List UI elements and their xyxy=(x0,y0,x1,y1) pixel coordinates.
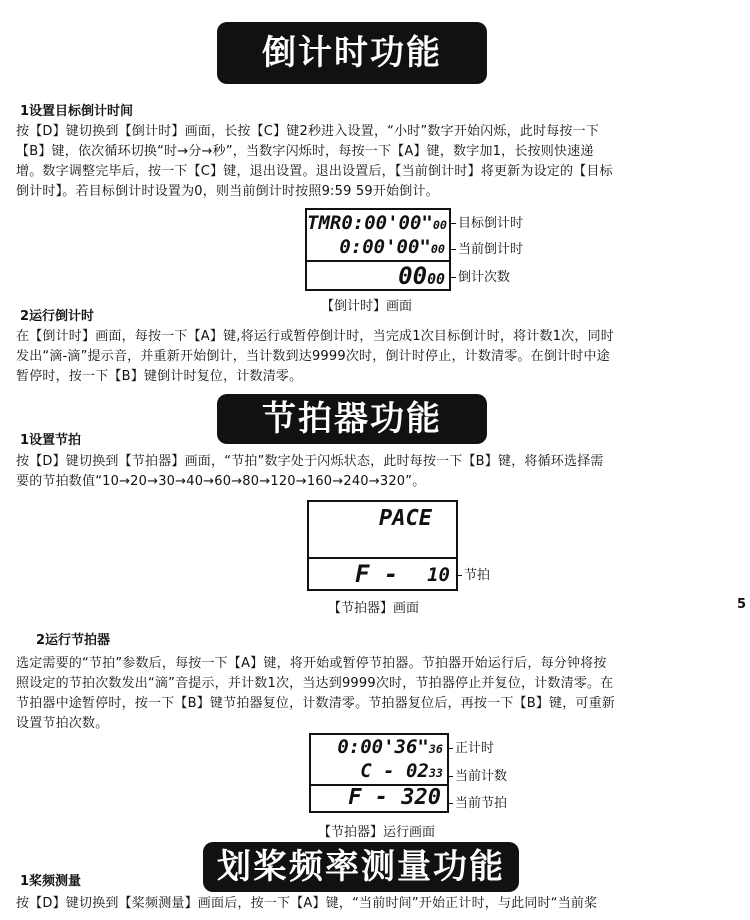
countdown-subheading-1: 1设置目标倒计时间 xyxy=(20,104,134,119)
text-line: 设置节拍次数。 xyxy=(16,716,109,731)
label-target-countdown: 目标倒计时 xyxy=(451,212,523,231)
countdown-caption: 【倒计时】画面 xyxy=(321,299,413,314)
label-current-countdown: 当前倒计时 xyxy=(451,238,523,257)
lcd-run-timer-main: 0:00'36" xyxy=(337,736,429,758)
metronome-paragraph-2 xyxy=(16,654,748,734)
text-line: 按【D】键切换到【桨频测量】画面后，按一下【A】键，“当前时间”开始正计时，与此同时“当前桨 xyxy=(16,896,598,911)
metronome-subheading-1: 1设置节拍 xyxy=(20,433,82,448)
metronome-lcd-display xyxy=(307,500,458,591)
lcd-run-row-count xyxy=(311,760,443,782)
metronome-paragraph-1 xyxy=(16,452,748,492)
lcd-row-target xyxy=(307,212,448,234)
text-line: 选定需要的“节拍”参数后，每按一下【A】键，将开始或暂停节拍器。节拍器开始运行后，每分钟将按 xyxy=(16,656,607,671)
text-line: 按【D】键切换到【节拍器】画面，“节拍”数字处于闪烁状态，此时每按一下【B】键，将循环选择需 xyxy=(16,454,604,469)
metronome-subheading-2: 2运行节拍器 xyxy=(36,633,111,648)
label-current-beat: 当前节拍 xyxy=(448,792,507,811)
text-line: 在【倒计时】画面，每按一下【A】键,将运行或暂停倒计时，当完成1次目标倒计时，将计数1次，同时 xyxy=(16,329,614,344)
label-current-count: 当前计数 xyxy=(448,765,507,784)
label-beat: 节拍 xyxy=(457,564,490,583)
lcd-beat-value: 10 xyxy=(427,564,450,586)
stroke-rate-title-banner: 划桨频率测量功能 xyxy=(203,842,519,892)
countdown-paragraph-1 xyxy=(16,122,748,202)
label-elapsed-timer: 正计时 xyxy=(448,737,494,756)
countdown-title-banner: 倒计时功能 xyxy=(217,22,487,84)
stroke-subheading-1: 1桨频测量 xyxy=(20,874,82,889)
lcd-run-count-main: C - 02 xyxy=(360,760,429,782)
lcd-run-row-beat xyxy=(311,785,441,810)
lcd-run-row-timer xyxy=(311,736,443,758)
countdown-lcd-display xyxy=(305,208,451,291)
lcd-target-main: TMR0:00'00" xyxy=(307,212,433,234)
lcd-count-small: 00 xyxy=(427,270,445,288)
text-line: 暂停时，按一下【B】键倒计时复位，计数清零。 xyxy=(16,369,303,384)
text-line: 照设定的节拍次数发出“滴”音提示，并计数1次，当达到9999次时，节拍器停止并复位，计数清零。在 xyxy=(16,676,614,691)
text-line: 增。数字调整完毕后，按一下【C】键，退出设置。退出设置后，【当前倒计时】将更新为设定的【目标 xyxy=(16,164,613,179)
text-line: 要的节拍数值“10→20→30→40→60→80→120→160→240→320”。 xyxy=(16,474,426,489)
metronome-run-caption: 【节拍器】运行画面 xyxy=(318,825,436,840)
text-line: 发出“滴-滴”提示音，并重新开始倒计，当计数到达9999次时，倒计时停止，计数清零。在倒计时中途 xyxy=(16,349,610,364)
lcd-current-small: 00 xyxy=(430,242,445,256)
lcd-pace-row xyxy=(309,506,432,531)
lcd-row-count xyxy=(307,262,445,290)
label-countdown-count: 倒计次数 xyxy=(451,266,510,285)
lcd-beat-prefix: F - xyxy=(355,560,399,588)
lcd-current-main: 0:00'00" xyxy=(339,236,431,258)
lcd-count-main: 00 xyxy=(398,262,428,290)
lcd-row-current xyxy=(307,236,445,258)
text-line: 按【D】键切换到【倒计时】画面，长按【C】键2秒进入设置，“小时”数字开始闪烁，此时每按一下 xyxy=(16,124,600,139)
metronome-caption: 【节拍器】画面 xyxy=(328,601,420,616)
lcd-pace-text: PACE xyxy=(379,506,432,531)
text-line: 倒计时】。若目标倒计时设置为0，则当前倒计时按照9:59 59开始倒计。 xyxy=(16,184,439,199)
lcd-target-small: 00 xyxy=(432,218,448,232)
countdown-subheading-2: 2运行倒计时 xyxy=(20,309,95,324)
metronome-title-banner: 节拍器功能 xyxy=(217,394,487,444)
lcd-run-count-small: 33 xyxy=(428,766,443,780)
countdown-paragraph-2 xyxy=(16,327,748,387)
metronome-run-lcd-display xyxy=(309,733,449,813)
lcd-divider xyxy=(309,557,456,559)
page-number: 5 xyxy=(737,597,747,612)
text-line: 节拍器中途暂停时，按一下【B】键节拍器复位，计数清零。节拍器复位后，再按一下【B】键，可重新 xyxy=(16,696,616,711)
stroke-paragraph-1 xyxy=(16,894,748,914)
lcd-run-beat: F - 320 xyxy=(348,785,441,810)
text-line: 【B】键，依次循环切换“时→分→秒”，当数字闪烁时，每按一下【A】键，数字加1，长按则快速递 xyxy=(16,144,594,159)
lcd-run-timer-small: 36 xyxy=(428,742,443,756)
